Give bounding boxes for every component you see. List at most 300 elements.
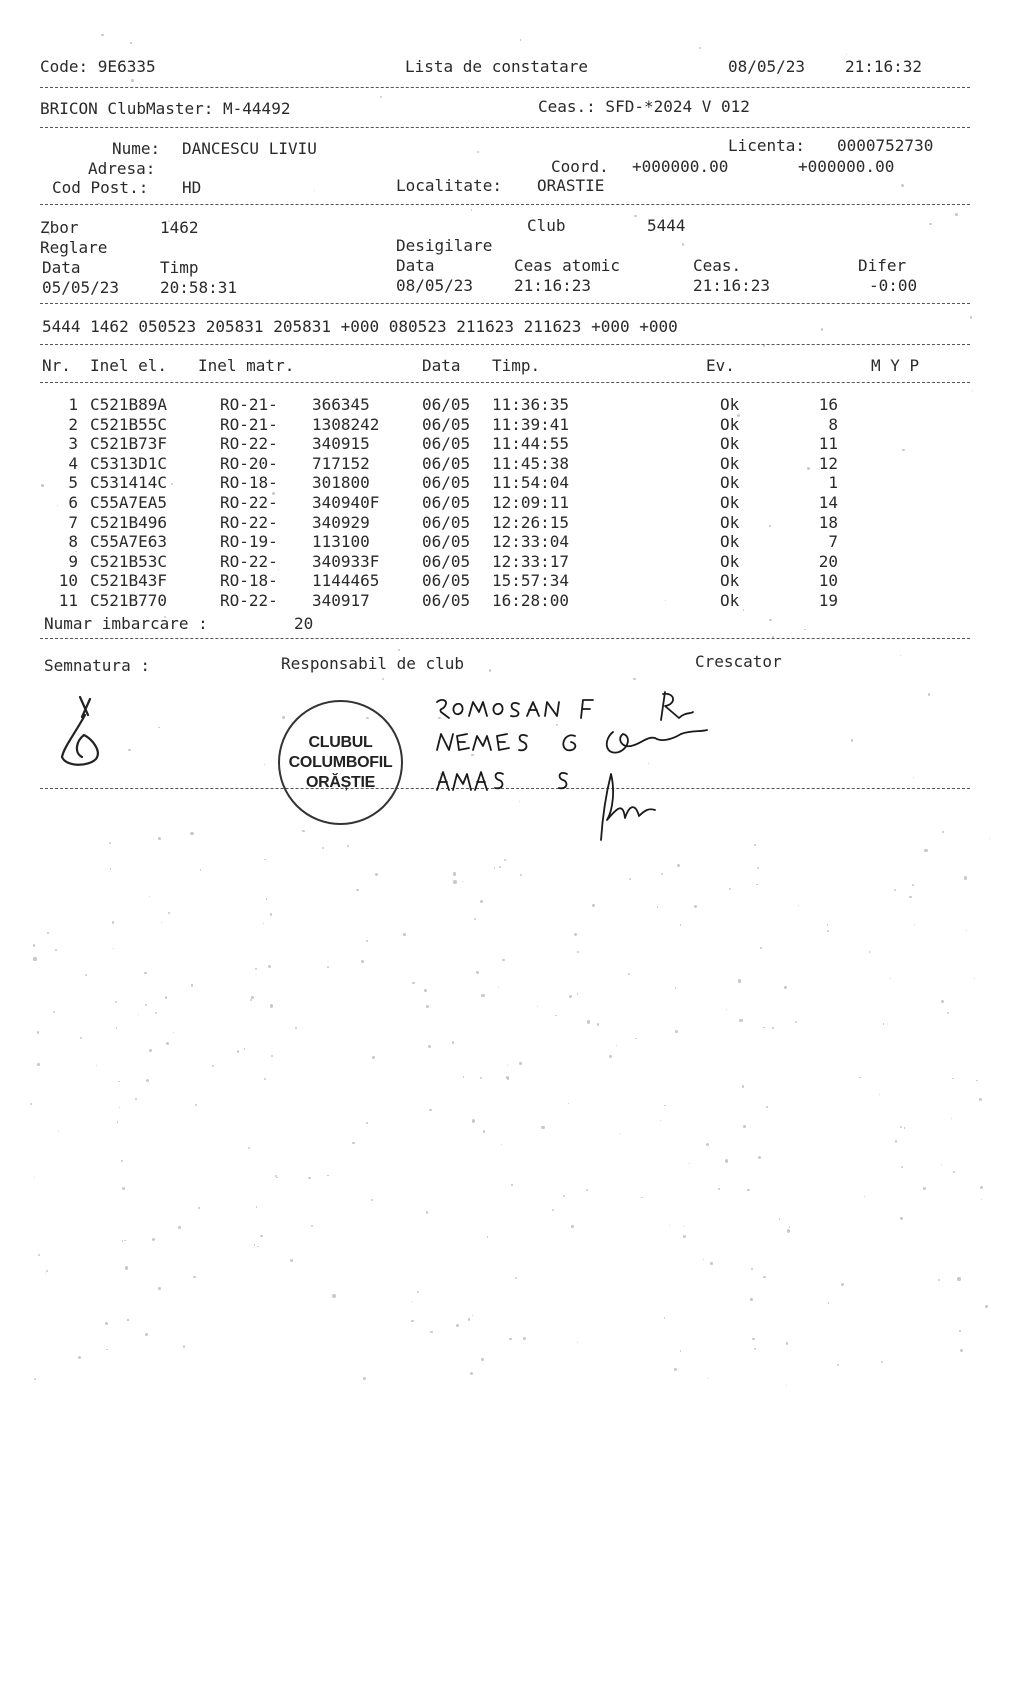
row-inel-matr: 1308242 [312,414,380,434]
col-inel-el: Inel el. [90,356,168,375]
scan-speck [45,1273,46,1274]
scan-speck [468,1318,470,1320]
breeder-signature [52,695,122,775]
scan-speck [947,1012,949,1014]
table-row [0,494,1024,514]
print-time: 21:16:32 [845,57,923,76]
scan-speck [938,1279,940,1281]
breeder-label: Crescator [695,652,782,671]
row-date: 06/05 [422,532,471,552]
scan-speck [942,831,944,833]
scan-speck [58,1131,60,1133]
scan-speck [155,1012,157,1014]
scan-speck [41,484,44,487]
scan-speck [519,801,520,802]
divider [40,127,970,128]
scan-speck [327,966,329,968]
row-date: 06/05 [422,571,471,591]
scan-speck [881,1361,883,1363]
row-date: 06/05 [422,591,471,610]
scan-speck [661,873,663,875]
scan-speck [183,1345,186,1348]
scan-speck [657,906,659,908]
divider [40,382,970,383]
scan-speck [520,39,522,41]
scan-speck [980,1186,983,1189]
boarding-value: 20 [294,614,314,633]
table-row [0,416,1024,436]
scan-speck [787,1229,790,1232]
scan-speck [682,243,685,246]
scan-speck [295,1027,297,1029]
row-time: 12:26:15 [492,512,570,532]
scan-speck [121,1160,123,1162]
scan-speck [173,1032,175,1034]
scan-speck [609,1055,612,1058]
scan-speck [276,1177,277,1178]
scan-speck [327,1175,328,1176]
scan-speck [470,1372,473,1375]
scan-speck [101,34,103,36]
row-number: 5 [68,473,78,493]
difer-value: -0:00 [869,276,918,295]
scan-speck [30,1103,32,1105]
row-inel-el: C521B496 [90,512,168,532]
scan-speck [515,1277,517,1279]
ceas-label: Ceas. [693,256,742,275]
scan-speck [894,889,896,891]
scan-speck [106,1349,108,1351]
scan-speck [665,600,666,601]
scan-speck [480,1077,482,1079]
scan-speck [411,1301,412,1302]
row-inel-el: C521B770 [90,591,168,610]
row-inel-matr: 340929 [312,512,370,532]
scan-speck [902,449,905,452]
scan-speck [380,96,382,98]
scan-speck [80,1037,82,1039]
row-position: 8 [828,414,838,434]
row-ring-prefix: RO-19- [220,532,278,552]
scan-speck [511,1184,512,1185]
scan-speck [757,867,759,869]
scan-speck [739,1019,742,1022]
code-value: Code: 9E6335 [40,57,156,76]
scan-speck [684,1226,685,1227]
scan-speck [109,842,111,844]
owner-name: DANCESCU LIVIU [182,139,317,158]
row-number: 6 [68,493,78,512]
scan-speck [786,1342,788,1344]
row-inel-el: C521B53C [90,551,168,571]
scan-speck [254,1244,256,1246]
row-date: 06/05 [422,473,471,493]
scan-speck [537,1006,538,1007]
row-date: 06/05 [422,551,471,571]
scan-speck [264,859,266,861]
scan-speck [674,1368,677,1371]
scan-speck [879,1094,881,1096]
row-inel-el: C55A7E63 [90,532,168,552]
scan-speck [424,989,427,992]
scan-speck [361,960,364,963]
scan-speck [34,1177,35,1178]
scan-speck [271,1055,273,1057]
scan-speck [779,1218,781,1220]
scan-speck [703,1259,704,1260]
scan-speck [347,845,348,846]
scan-speck [116,1027,117,1028]
ceas-atomic-label: Ceas atomic [514,256,620,275]
row-date: 06/05 [422,434,471,454]
scan-speck [191,984,193,986]
scan-speck [152,1238,155,1241]
scan-speck [165,996,168,999]
scan-speck [131,79,134,82]
scan-speck [909,896,912,899]
desigilare-date: 08/05/23 [396,276,474,295]
scan-speck [113,948,114,949]
address-label: Adresa: [88,159,156,178]
scan-speck [263,923,264,924]
row-position: 18 [818,512,838,532]
postcode-value: HD [182,178,202,197]
scan-speck [901,184,904,187]
scan-speck [680,924,682,926]
row-inel-matr: 717152 [312,453,370,473]
scan-speck [677,864,680,867]
scan-speck [130,42,131,43]
row-ring-prefix: RO-22- [220,434,278,454]
scan-speck [648,763,649,764]
scan-speck [302,830,304,832]
scan-speck [972,390,973,391]
stamp-line-1: CLUBUL [308,733,373,751]
scan-speck [772,636,773,637]
row-inel-el: C5313D1C [90,453,168,473]
scan-speck [900,1126,902,1128]
reglare-label: Reglare [40,238,108,257]
scan-speck [914,924,915,925]
scan-speck [117,1121,119,1123]
boarding-label: Numar imbarcare : [44,614,208,633]
row-ring-prefix: RO-20- [220,453,278,473]
scan-speck [689,1163,690,1164]
row-time: 11:39:41 [492,414,570,434]
document-title: Lista de constatare [405,57,589,76]
scan-speck [900,655,901,656]
club-stamp [278,700,403,825]
row-position: 7 [828,532,838,552]
zbor-value: 1462 [160,218,199,237]
scan-speck [463,1076,465,1078]
scan-speck [250,999,252,1001]
scan-speck [519,1062,522,1065]
scan-speck [743,1125,745,1127]
scan-speck [487,1236,489,1238]
scan-speck [846,54,847,55]
scan-speck [96,1065,97,1066]
scan-speck [456,1324,459,1327]
row-ev: Ok [720,532,740,552]
scan-speck [766,1106,768,1108]
locality-value: ORASTIE [537,176,605,195]
scan-speck [34,1378,37,1381]
scan-speck [941,1000,944,1003]
row-number: 9 [68,551,78,571]
scan-speck [314,190,315,191]
row-ev: Ok [720,551,740,571]
scan-speck [85,974,87,976]
row-date: 06/05 [422,493,471,512]
scan-speck [55,949,57,951]
scan-speck [577,1342,578,1343]
scan-speck [729,888,731,890]
scan-speck [552,1209,554,1211]
scan-speck [38,1254,40,1256]
row-time: 11:45:38 [492,453,570,473]
scan-speck [571,1225,574,1228]
scan-speck [756,884,758,886]
scan-speck [332,1294,335,1297]
scan-speck [574,933,577,936]
row-position: 1 [828,473,838,493]
col-nr: Nr. [42,356,71,375]
row-ev: Ok [720,414,740,434]
row-position: 11 [818,434,838,454]
scan-speck [138,1014,139,1015]
row-position: 14 [818,493,838,512]
scan-speck [616,1045,617,1046]
scan-speck [509,1338,512,1341]
row-number: 4 [68,453,78,473]
signature-label: Semnatura : [44,656,150,675]
scan-speck [710,1262,713,1265]
scan-speck [168,220,170,222]
scan-speck [411,1320,414,1323]
scan-speck [135,1098,137,1100]
scan-speck [112,921,114,923]
row-time: 11:54:04 [492,473,570,493]
scan-speck [985,1305,988,1308]
scan-speck [901,1166,903,1168]
scan-speck [859,1077,860,1078]
scan-speck [563,1195,565,1197]
row-inel-matr: 366345 [312,395,370,414]
row-time: 15:57:34 [492,571,570,591]
row-inel-el: C55A7EA5 [90,493,168,512]
scan-speck [628,973,630,975]
scan-speck [957,1277,960,1280]
row-ev: Ok [720,591,740,610]
table-row [0,514,1024,534]
divider [40,303,970,304]
scan-speck [895,1140,897,1142]
col-data: Data [422,356,461,375]
scan-speck [587,1020,590,1023]
handwritten-names [435,690,765,860]
row-number: 11 [58,591,78,610]
scan-speck [577,993,578,994]
row-position: 16 [818,395,838,414]
scan-speck [472,1315,473,1316]
scan-speck [953,1171,955,1173]
scan-speck [784,986,787,989]
scan-speck [964,876,967,879]
table-row [0,396,1024,416]
row-ring-prefix: RO-21- [220,414,278,434]
scan-speck [178,1226,181,1229]
row-inel-el: C521B73F [90,434,168,454]
scan-speck [426,1005,429,1008]
scan-speck [127,1319,129,1321]
scan-speck [311,1225,313,1227]
scan-speck [568,1103,569,1104]
row-ev: Ok [720,571,740,591]
scan-speck [841,1283,844,1286]
scan-speck [270,913,272,915]
scan-speck [504,859,506,861]
row-ev: Ok [720,434,740,454]
row-ev: Ok [720,473,740,493]
scan-speck [190,832,193,835]
code-line: 5444 1462 050523 205831 205831 +000 080523 211623 211623 +000 +000 [42,317,678,336]
scan-speck [900,1217,903,1220]
scan-speck [592,904,595,907]
scan-speck [452,1041,454,1043]
scan-speck [520,874,523,877]
scan-speck [366,1122,368,1124]
scan-speck [255,968,257,970]
scan-speck [428,1045,431,1048]
scan-speck [675,1030,678,1033]
coord-label: Coord. [551,157,609,176]
row-number: 2 [68,414,78,434]
scan-speck [664,1317,666,1319]
scan-speck [758,1156,761,1159]
scan-speck [752,1338,755,1341]
scan-speck [149,896,150,897]
scan-speck [371,1199,373,1201]
scan-speck [472,1119,475,1122]
scan-speck [763,345,765,347]
data-label: Data [42,258,81,277]
scan-speck [282,716,284,718]
scan-speck [769,525,770,526]
row-inel-matr: 340933F [312,551,380,571]
scan-speck [629,878,631,880]
scan-speck [75,551,76,552]
scan-speck [198,1207,200,1209]
row-number: 1 [68,395,78,414]
scan-speck [597,1023,600,1026]
row-inel-matr: 1144465 [312,571,380,591]
scan-speck [158,837,161,840]
scan-speck [158,727,159,728]
scan-speck [166,1042,169,1045]
scan-speck [375,873,378,876]
row-time: 16:28:00 [492,591,570,610]
scan-speck [268,965,271,968]
scan-speck [37,1063,39,1065]
row-inel-matr: 301800 [312,473,370,493]
scan-speck [955,213,958,216]
scan-speck [683,1235,686,1238]
scan-speck [929,223,932,226]
scan-speck [928,693,931,696]
scan-speck [382,678,384,680]
scan-speck [474,918,476,920]
scan-speck [586,1189,588,1191]
scan-speck [118,1081,120,1083]
scan-speck [462,881,463,882]
scan-speck [541,1126,544,1129]
scan-speck [146,1079,149,1082]
scan-speck [128,749,131,752]
scan-speck [356,889,359,892]
scan-speck [122,1187,125,1190]
col-inel-matr: Inel matr. [198,356,295,375]
scan-speck [718,1188,720,1190]
row-inel-el: C531414C [90,473,168,493]
license-label: Licenta: [728,136,806,155]
scan-speck [675,987,676,988]
reglare-time: 20:58:31 [160,278,238,297]
scan-speck [742,1085,744,1087]
locality-label: Localitate: [396,176,502,195]
row-ring-prefix: RO-22- [220,591,278,610]
scan-speck [33,944,36,947]
scan-speck [483,1130,486,1133]
scan-speck [726,1009,727,1010]
difer-label: Difer [858,256,907,275]
row-number: 3 [68,434,78,454]
row-ev: Ok [720,453,740,473]
desigilare-label: Desigilare [396,236,493,255]
scan-speck [960,1349,963,1352]
scan-speck [498,987,499,988]
scan-speck [47,932,49,934]
table-row [0,572,1024,592]
scan-speck [827,930,829,932]
row-ev: Ok [720,493,740,512]
row-time: 12:33:17 [492,551,570,571]
scan-speck [308,1177,310,1179]
scan-speck [149,1049,152,1052]
scan-speck [158,1287,161,1290]
scan-speck [260,1235,263,1238]
scan-speck [398,649,400,651]
scan-speck [501,1144,502,1145]
scan-speck [266,898,268,900]
scan-speck [821,328,824,331]
scan-speck [78,1356,81,1359]
scan-speck [440,773,442,775]
scan-speck [974,978,975,979]
row-time: 12:33:04 [492,532,570,552]
scan-speck [105,1322,107,1324]
scan-speck [237,1050,240,1053]
scan-speck [372,1056,375,1059]
scan-speck [979,1098,982,1101]
scan-speck [699,47,702,50]
scan-speck [804,629,805,630]
table-row [0,533,1024,553]
scan-speck [913,777,914,778]
scan-speck [869,951,870,952]
scan-speck [952,1078,953,1079]
row-inel-matr: 340915 [312,434,370,454]
